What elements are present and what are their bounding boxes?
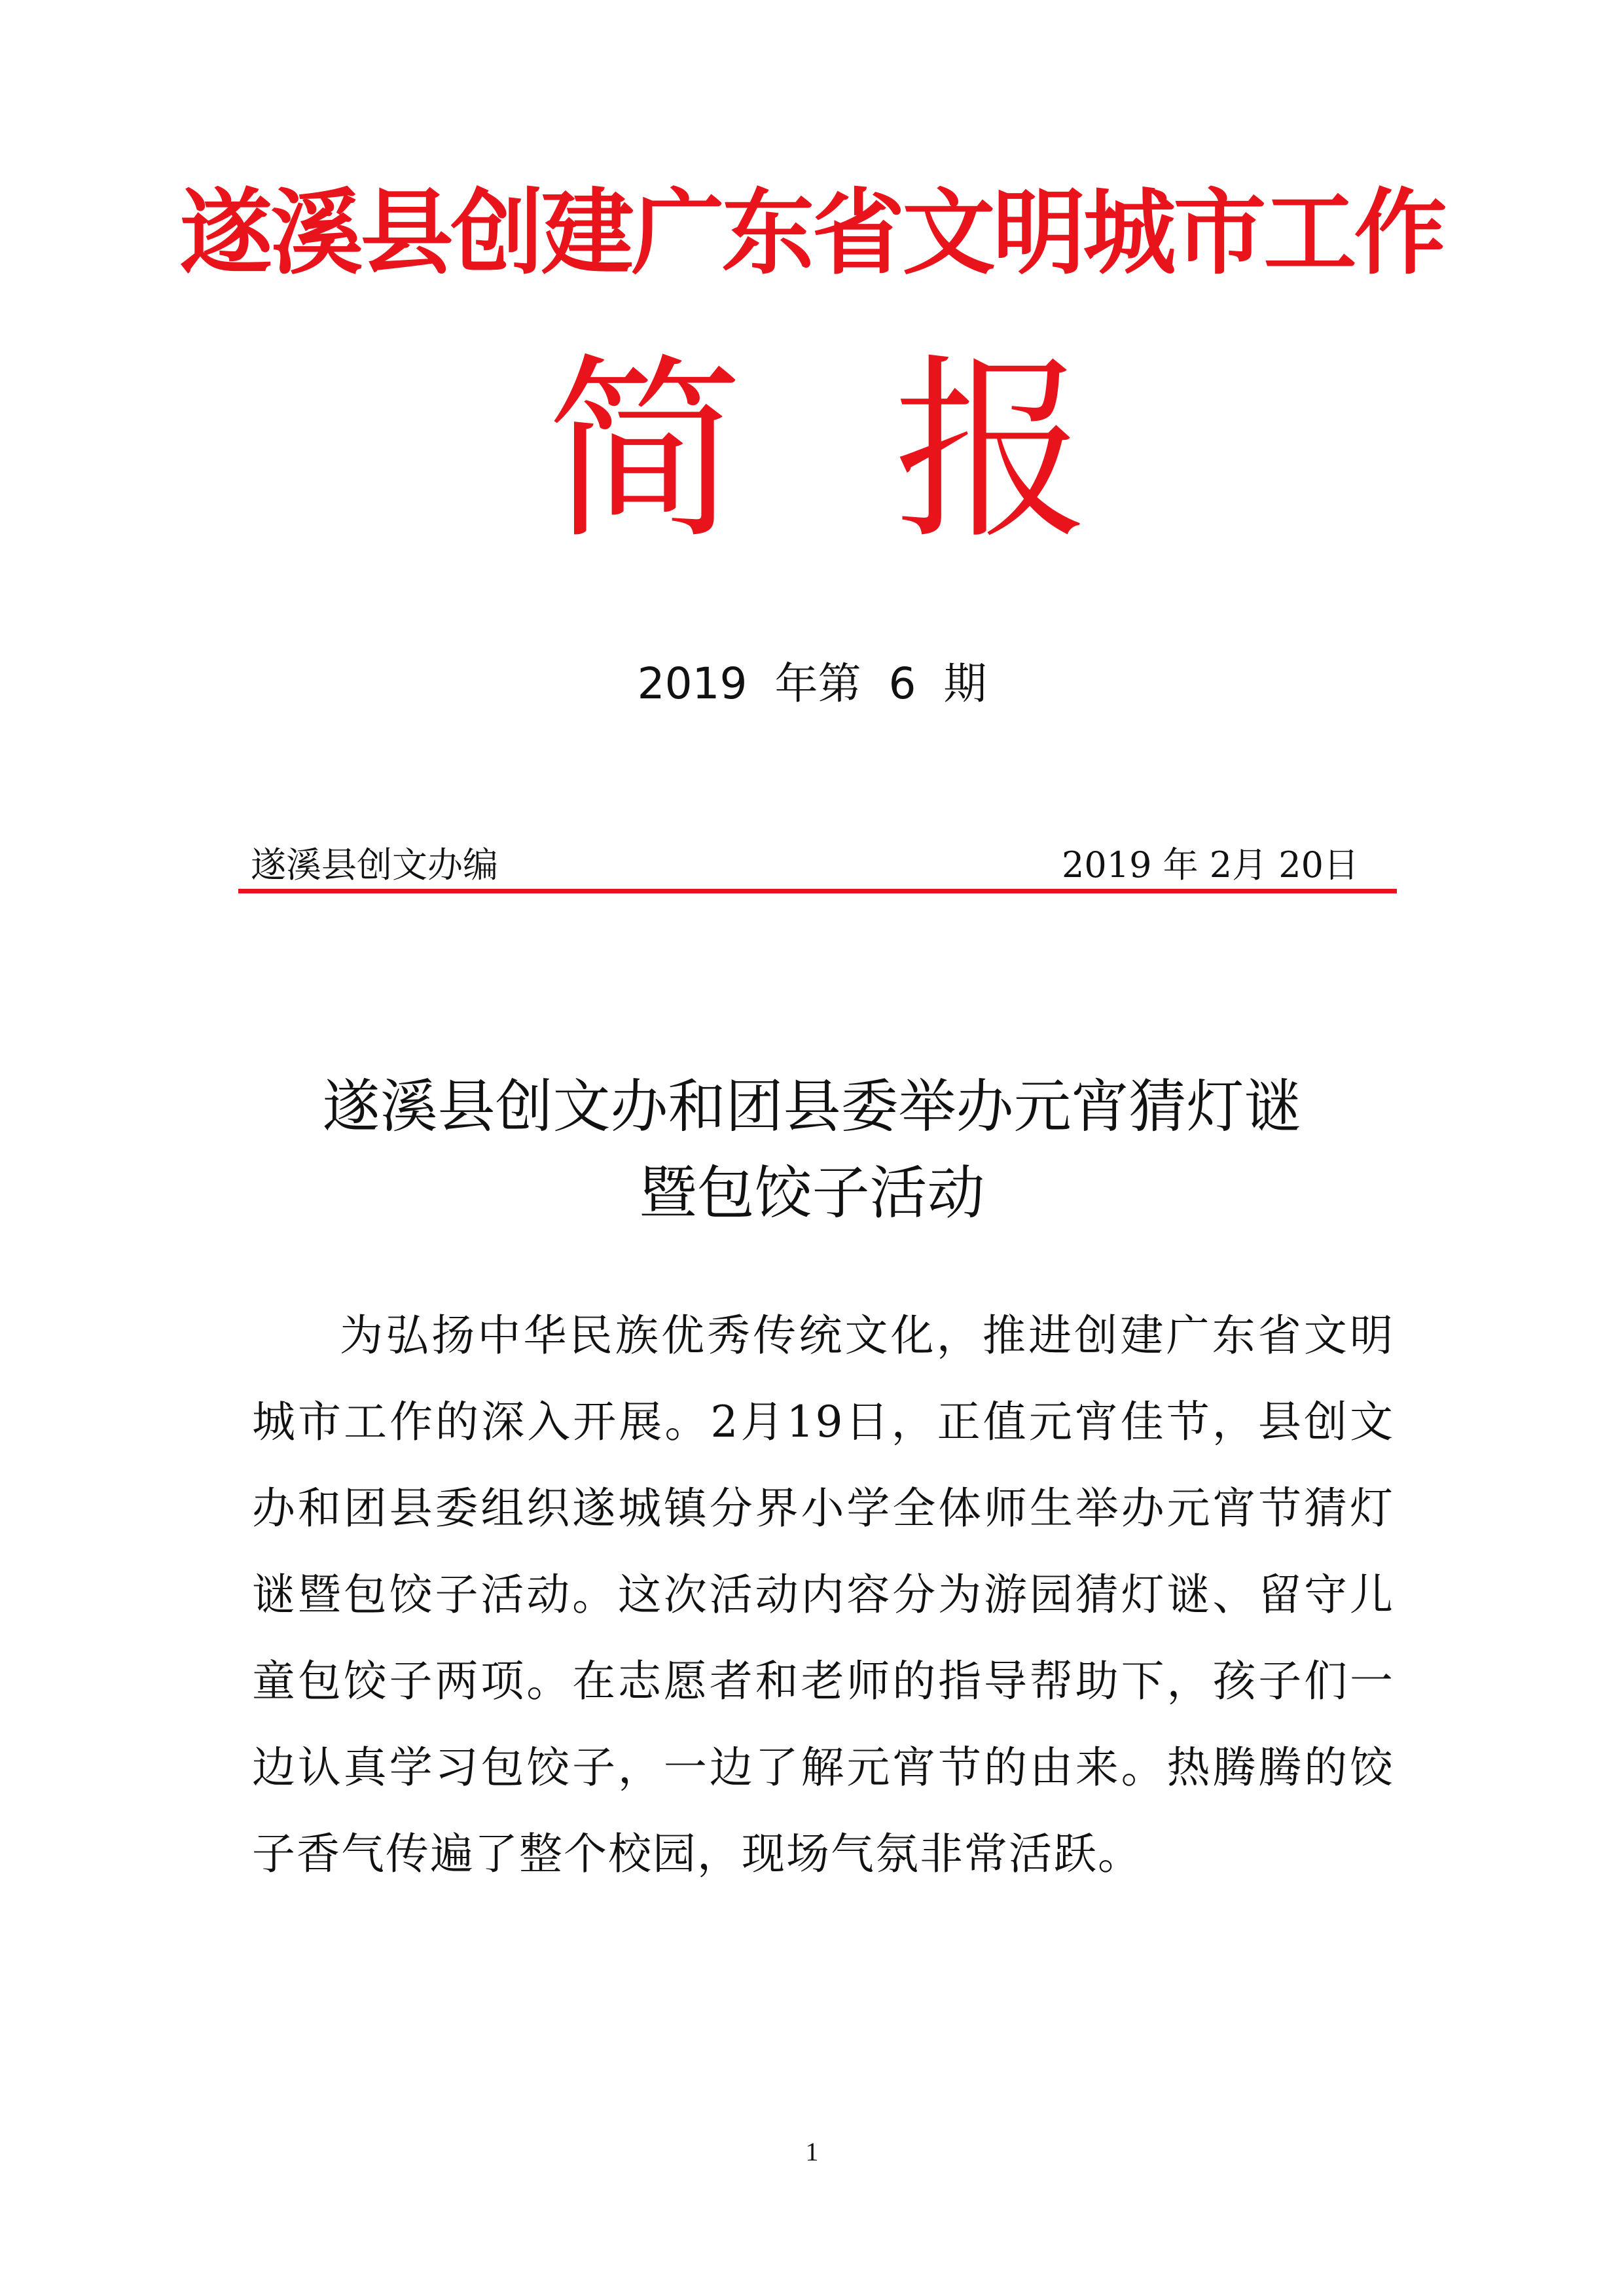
header-big-title [0,337,1624,565]
publish-date: 2019 年 2月 20日 [1062,844,1359,886]
article-title-line-1: 遂溪县创文办和团县委举办元宵猜灯谜 [322,1073,1302,1140]
meta-row [251,842,1359,888]
page-number: 1 [805,2137,819,2166]
header-title: 遂溪县创建广东省文明城市工作 [179,179,1445,287]
header-divider [238,889,1397,893]
article-title [0,1064,1624,1236]
issue-number: 2019 年第 6 期 [637,658,987,709]
header-big-char-2: 报 [893,337,1090,565]
editor-label: 遂溪县创文办编 [251,844,498,886]
header-big-char-1: 简 [547,337,743,565]
article-body: 为弘扬中华民族优秀传统文化，推进创建广东省文明城市工作的深入开展。2月19日，正值元宵佳节，县创文办和团县委组织遂城镇分界小学全体师生举办元宵节猜灯谜暨包饺子活动。这次活动内容分为游园猜灯谜、留守儿童包饺子两项。在志愿者和老师的指导帮助下，孩子们一边认真学习包饺子，一边了解元宵节的由来。热腾腾的饺子香气传遍了整个校园，现场气氛非常活跃。 [252,1310,1394,1879]
article-title-line-2: 暨包饺子活动 [639,1159,985,1227]
